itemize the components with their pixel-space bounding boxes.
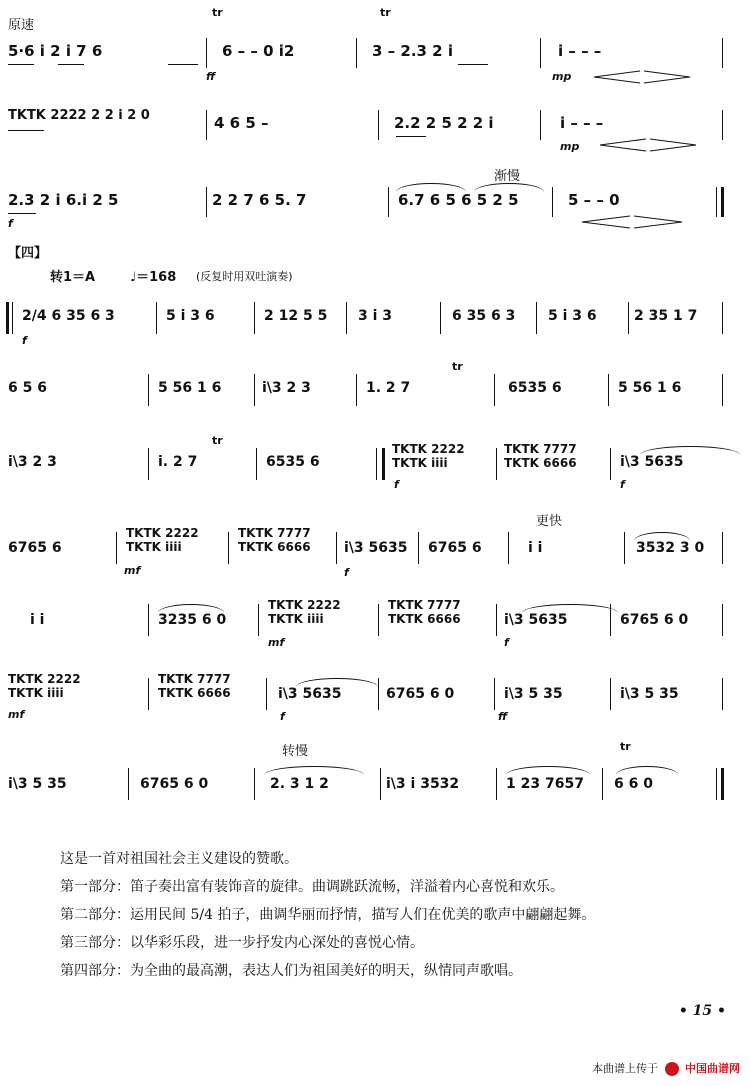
crescendo-hairpin — [592, 70, 692, 84]
trill-mark: tr — [452, 360, 463, 373]
barline — [254, 374, 255, 406]
measure-text: i\3 5 35 — [504, 686, 563, 702]
staff-row-2 — [0, 88, 750, 163]
barline — [496, 768, 497, 800]
staff-row-4 — [0, 284, 750, 359]
measure-text: 2.2 2 5 2 2 i — [394, 114, 494, 132]
footer-prefix: 本曲谱上传于 — [592, 1062, 658, 1075]
site-footer — [592, 1060, 740, 1076]
measure-text: 2 12 5 5 — [264, 308, 328, 324]
trill-mark: tr — [620, 740, 631, 753]
dynamic-mp: mp — [560, 140, 580, 153]
measure-text: 3235 6 0 — [158, 612, 227, 628]
barline — [346, 302, 347, 334]
measure-text: TKTK 2222 2 2 i 2 0 — [8, 108, 150, 123]
barline — [380, 768, 381, 800]
barline — [228, 532, 229, 564]
measure-text: 5·6 i 2 i 7 6 — [8, 42, 103, 60]
description-line: 第二部分：运用民间 5/4 拍子，曲调华丽而抒情，描写人们在优美的歌声中翩翩起舞。 — [60, 907, 596, 923]
slower-label: 转慢 — [282, 744, 309, 759]
barline — [206, 187, 207, 217]
measure-text: 6765 6 0 — [140, 776, 209, 792]
barline — [148, 678, 149, 710]
description-line: 第四部分：为全曲的最高潮，表达人们为祖国美好的明天，纵情同声歌唱。 — [60, 963, 522, 979]
barline — [418, 532, 419, 564]
staff-row-10 — [0, 738, 750, 813]
measure-text: i i — [30, 612, 45, 628]
dynamic-ff: ff — [206, 70, 216, 83]
barline — [378, 678, 379, 710]
dynamic-f: f — [22, 334, 27, 347]
tempo-mark: ♩＝168 — [130, 270, 177, 285]
underline — [168, 64, 198, 65]
barline — [156, 302, 157, 334]
barline — [256, 448, 257, 480]
measure-text: 5 i 3 6 — [548, 308, 597, 324]
description-block — [60, 845, 720, 985]
measure-text: TKTK 7777 TKTK 6666 — [388, 598, 461, 626]
measure-text: i\3 5635 — [504, 612, 568, 628]
barline-final — [721, 768, 724, 800]
staff-row-1 — [0, 8, 750, 83]
tempo-note: (反复时用双吐演奏) — [196, 270, 293, 283]
measure-text: i – – – — [560, 114, 604, 132]
measure-text: 2. 3 1 2 — [270, 776, 329, 792]
measure-text: i\3 5635 — [278, 686, 342, 702]
barline — [440, 302, 441, 334]
dynamic-mf: mf — [268, 636, 285, 649]
measure-text: i\3 5 35 — [8, 776, 67, 792]
staff-row-3 — [0, 163, 750, 238]
barline — [624, 532, 625, 564]
barline — [722, 678, 723, 710]
barline — [716, 768, 717, 800]
measure-text: 6 6 0 — [614, 776, 653, 792]
measure-text: 6 – – 0 i2 — [222, 42, 295, 60]
staff-row-5 — [0, 360, 750, 435]
measure-text: 4 6 5 – — [214, 114, 269, 132]
measure-text: 2 35 1 7 — [634, 308, 698, 324]
measure-text: 6 35 6 3 — [452, 308, 516, 324]
dynamic-f: f — [280, 710, 285, 723]
measure-text: 6535 6 — [508, 380, 562, 396]
barline — [12, 302, 13, 334]
barline — [722, 532, 723, 564]
measure-text: i. 2 7 — [158, 454, 198, 470]
trill-mark: tr — [380, 6, 391, 19]
measure-text: 5 56 1 6 — [618, 380, 682, 396]
barline — [378, 110, 379, 140]
measure-text: 6765 6 0 — [386, 686, 455, 702]
barline — [148, 374, 149, 406]
measure-text: 6765 6 — [428, 540, 482, 556]
measure-text: 6765 6 — [8, 540, 62, 556]
barline — [494, 374, 495, 406]
measure-text: 5 – – 0 — [568, 191, 620, 209]
barline — [356, 374, 357, 406]
barline — [356, 38, 357, 68]
barline — [266, 678, 267, 710]
dynamic-f: f — [504, 636, 509, 649]
barline — [610, 448, 611, 480]
dynamic-mp: mp — [552, 70, 572, 83]
measure-text: i\3 i 3532 — [386, 776, 460, 792]
measure-text: 2/4 6 35 6 3 — [22, 308, 115, 324]
measure-text: 3532 3 0 — [636, 540, 705, 556]
dynamic-ff: ff — [498, 710, 508, 723]
dynamic-f: f — [620, 478, 625, 491]
measure-text: 6 5 6 — [8, 380, 47, 396]
staff-row-7 — [0, 510, 750, 585]
measure-text: i\3 5635 — [344, 540, 408, 556]
underline — [458, 64, 488, 65]
measure-text: 6765 6 0 — [620, 612, 689, 628]
slur — [264, 766, 364, 775]
barline — [254, 768, 255, 800]
measure-text: 2 2 7 6 5. 7 — [212, 191, 307, 209]
barline — [608, 374, 609, 406]
barline — [722, 604, 723, 636]
slur — [506, 766, 590, 775]
description-line: 这是一首对祖国社会主义建设的赞歌。 — [60, 851, 298, 867]
description-line: 第一部分：笛子奏出富有装饰音的旋律。曲调跳跃流畅，洋溢着内心喜悦和欢乐。 — [60, 879, 564, 895]
crescendo-hairpin — [598, 138, 698, 152]
measure-text: i\3 2 3 — [262, 380, 311, 396]
barline — [610, 678, 611, 710]
barline — [494, 678, 495, 710]
barline — [258, 604, 259, 636]
barline — [496, 604, 497, 636]
barline — [722, 110, 723, 140]
underline — [8, 213, 36, 214]
underline — [8, 64, 34, 65]
staff-row-9 — [0, 664, 750, 739]
barline — [716, 187, 717, 217]
measure-text: TKTK 2222 TKTK iiii — [268, 598, 341, 626]
crescendo-hairpin — [580, 215, 684, 229]
footer-brand-link[interactable]: 中国曲谱网 — [685, 1062, 740, 1075]
barline — [540, 110, 541, 140]
description-line: 第三部分：以华彩乐段，进一步抒发内心深处的喜悦心情。 — [60, 935, 424, 951]
measure-text: 3 – 2.3 2 i — [372, 42, 453, 60]
tempo-original-label: 原速 — [8, 18, 35, 33]
barline — [552, 187, 553, 217]
measure-text: TKTK 2222 TKTK iiii — [8, 672, 81, 700]
barline — [206, 38, 207, 68]
barline — [602, 768, 603, 800]
dynamic-f: f — [8, 217, 13, 230]
gradually-slower-label: 渐慢 — [494, 169, 521, 184]
measure-text: 2.3 2 i 6.i 2 5 — [8, 191, 119, 209]
measure-text: i\3 2 3 — [8, 454, 57, 470]
trill-mark: tr — [212, 434, 223, 447]
staff-row-8 — [0, 590, 750, 665]
barline — [206, 110, 207, 140]
slur — [616, 766, 678, 775]
key-change-label: 转1＝A — [50, 270, 96, 285]
barline — [508, 532, 509, 564]
site-logo-icon — [665, 1062, 679, 1076]
dynamic-f: f — [394, 478, 399, 491]
barline — [148, 448, 149, 480]
repeat-start-bar — [6, 302, 9, 334]
page-number: • 15 • — [678, 1003, 726, 1019]
dynamic-mf: mf — [124, 564, 141, 577]
measure-text: TKTK 7777 TKTK 6666 — [158, 672, 231, 700]
barline — [540, 38, 541, 68]
barline — [116, 532, 117, 564]
measure-text: i\3 5 35 — [620, 686, 679, 702]
dynamic-f: f — [344, 566, 349, 579]
slur — [640, 446, 740, 455]
measure-text: i\3 5635 — [620, 454, 684, 470]
barline — [628, 302, 629, 334]
underline — [8, 130, 44, 131]
barline — [254, 302, 255, 334]
barline — [496, 448, 497, 480]
measure-text: 1 23 7657 — [506, 776, 584, 792]
barline — [722, 38, 723, 68]
measure-text: TKTK 7777 TKTK 6666 — [504, 442, 577, 470]
dynamic-mf: mf — [8, 708, 25, 721]
barline — [378, 604, 379, 636]
section-four-label: 【四】 — [8, 246, 48, 261]
barline — [722, 374, 723, 406]
measure-text: i – – – — [558, 42, 602, 60]
measure-text: 5 56 1 6 — [158, 380, 222, 396]
barline — [128, 768, 129, 800]
barline — [388, 187, 389, 217]
barline — [336, 532, 337, 564]
measure-text: 3 i 3 — [358, 308, 393, 324]
barline — [722, 302, 723, 334]
measure-text: TKTK 2222 TKTK iiii — [126, 526, 199, 554]
measure-text: i i — [528, 540, 543, 556]
barline — [148, 604, 149, 636]
measure-text: 1. 2 7 — [366, 380, 411, 396]
trill-mark: tr — [212, 6, 223, 19]
faster-label: 更快 — [536, 514, 563, 529]
measure-text: 6.7 6 5 6 5 2 5 — [398, 191, 519, 209]
barline-final — [721, 187, 724, 217]
underline — [396, 136, 426, 137]
measure-text: TKTK 2222 TKTK iiii — [392, 442, 465, 470]
measure-text: TKTK 7777 TKTK 6666 — [238, 526, 311, 554]
barline — [536, 302, 537, 334]
measure-text: 5 i 3 6 — [166, 308, 215, 324]
barline — [610, 604, 611, 636]
measure-text: 6535 6 — [266, 454, 320, 470]
barline — [376, 448, 377, 480]
repeat-end-bar — [382, 448, 385, 480]
staff-row-6 — [0, 434, 750, 509]
underline — [58, 64, 84, 65]
